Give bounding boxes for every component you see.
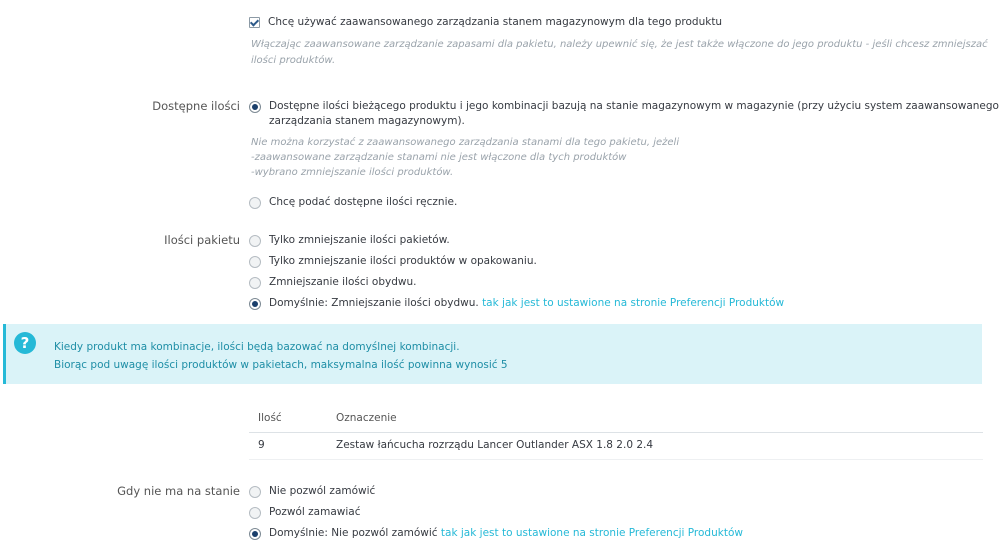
oos-option-2-label: Pozwól zamawiać — [269, 506, 361, 518]
advanced-stock-hint-2: ilości produktów. — [251, 55, 336, 66]
available-hint-3: -wybrano zmniejszanie ilości produktów. — [251, 167, 454, 178]
available-quantities-label: Dostępne ilości — [152, 99, 240, 113]
available-advanced-radio[interactable] — [249, 101, 261, 113]
oos-option-2[interactable] — [249, 505, 360, 520]
pack-option-default[interactable] — [249, 296, 784, 311]
pack-option-3-radio[interactable] — [249, 277, 261, 289]
info-alert — [3, 324, 982, 384]
pack-preferences-link[interactable]: tak jak jest to ustawione na stronie Preferencji Produktów — [482, 297, 785, 309]
pack-option-1[interactable] — [249, 233, 450, 248]
available-manual-option[interactable] — [249, 195, 457, 210]
advanced-stock-hint-1: Włączając zaawansowane zarządzanie zapasami dla pakietu, należy upewnić się, że jest także włączone do jego produktu - jeśli chcesz zmniejszać — [251, 39, 988, 50]
cell-quantity: 9 — [258, 439, 265, 451]
pack-products-table — [249, 406, 983, 460]
oos-default-label: Domyślnie: Nie pozwól zamówić — [269, 527, 438, 539]
pack-option-1-label: Tylko zmniejszanie ilości pakietów. — [269, 234, 450, 246]
cell-designation: Zestaw łańcucha rozrządu Lancer Outlander ASX 1.8 2.0 2.4 — [336, 439, 654, 451]
available-advanced-line2: zarządzania stanem magazynowym). — [269, 115, 465, 127]
pack-option-3-label: Zmniejszanie ilości obydwu. — [269, 276, 417, 288]
oos-option-1-label: Nie pozwól zamówić — [269, 485, 376, 497]
pack-option-2-label: Tylko zmniejszanie ilości produktów w opakowaniu. — [269, 255, 537, 267]
pack-option-2-radio[interactable] — [249, 256, 261, 268]
pack-option-1-radio[interactable] — [249, 235, 261, 247]
oos-option-1[interactable] — [249, 484, 375, 499]
header-quantity: Ilość — [258, 412, 282, 424]
out-of-stock-label: Gdy nie ma na stanie — [117, 484, 240, 498]
alert-line-2: Biorąc pod uwagę ilości produktów w pakietach, maksymalna ilość powinna wynosić 5 — [54, 359, 508, 371]
oos-option-default-radio[interactable] — [249, 528, 261, 540]
oos-preferences-link[interactable]: tak jak jest to ustawione na stronie Preferencji Produktów — [440, 527, 743, 539]
available-hint-1: Nie można korzystać z zaawansowanego zarządzania stanami dla tego pakietu, jeżeli — [251, 137, 680, 148]
pack-option-2[interactable] — [249, 254, 537, 269]
oos-option-1-radio[interactable] — [249, 486, 261, 498]
pack-quantities-label: Ilości pakietu — [164, 233, 240, 247]
table-header — [249, 406, 983, 433]
advanced-stock-label: Chcę używać zaawansowanego zarządzania stanem magazynowym dla tego produktu — [268, 16, 723, 28]
available-advanced-line1: Dostępne ilości bieżącego produktu i jego kombinacji bazują na stanie magazynowym w magazynie (przy użyciu system zaawansowanego — [269, 100, 999, 112]
pack-default-label: Domyślnie: Zmniejszanie ilości obydwu. — [269, 297, 479, 309]
pack-option-3[interactable] — [249, 275, 416, 290]
header-designation: Oznaczenie — [336, 412, 397, 424]
advanced-stock-row — [249, 15, 722, 30]
oos-option-2-radio[interactable] — [249, 507, 261, 519]
advanced-stock-checkbox[interactable] — [249, 17, 260, 28]
oos-option-default[interactable] — [249, 526, 743, 541]
table-row — [249, 433, 983, 460]
available-manual-label: Chcę podać dostępne ilości ręcznie. — [269, 196, 458, 208]
pack-option-default-radio[interactable] — [249, 298, 261, 310]
available-hint-2: -zaawansowane zarządzanie stanami nie jest włączone dla tych produktów — [251, 152, 627, 163]
alert-line-1: Kiedy produkt ma kombinacje, ilości będą bazować na domyślnej kombinacji. — [54, 341, 460, 353]
available-manual-radio[interactable] — [249, 197, 261, 209]
question-icon: ? — [14, 332, 36, 354]
available-advanced-option[interactable] — [249, 99, 999, 129]
